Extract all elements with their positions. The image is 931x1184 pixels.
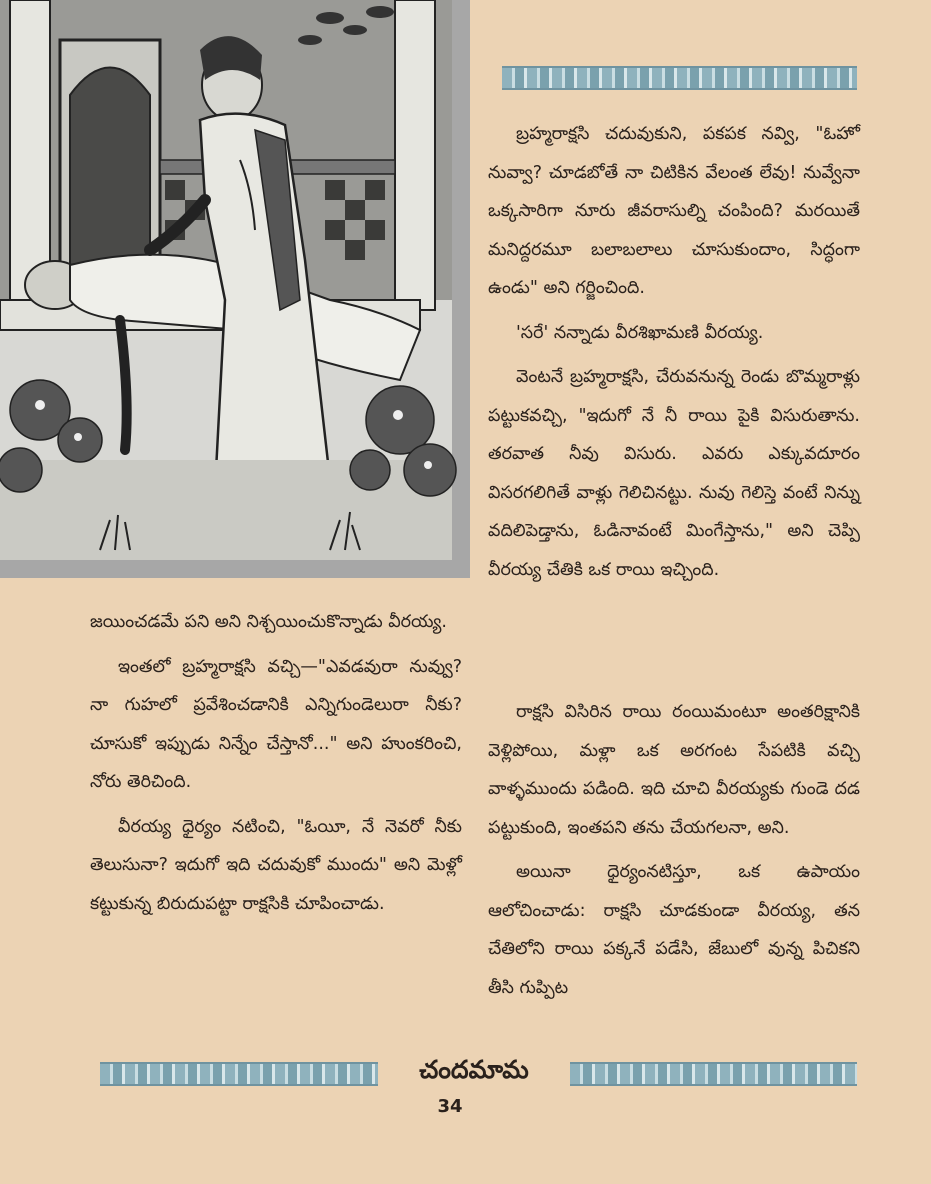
decorative-border-top: [502, 66, 857, 90]
illustration-artwork: [0, 0, 470, 578]
paragraph: రాక్షసి విసిరిన రాయి రంయిమంటూ అంతరిక్షానికి వెళ్లిపోయి, మళ్లా ఒక అరగంట సేపటికి వచ్చి వాళ్ళముందు పడింది. ఇది చూచి వీరయ్యకు గుండె దడ పట్టుకుంది, ఇంతపని తను చేయగలనా, అని.: [488, 702, 860, 838]
paragraph: జయించడమే పని అని నిశ్చయించుకొన్నాడు వీరయ్య.: [90, 612, 447, 632]
paragraph: 'సరే' నన్నాడు వీరశిఖామణి వీరయ్య.: [516, 322, 764, 343]
decorative-border-footer-left: [100, 1062, 378, 1086]
paragraph: బ్రహ్మరాక్షసి చదువుకుని, పకపక నవ్వి, "ఓహో నువ్వా? చూడబోతే నా చిటికిన వేలంత లేవు! నువ్వేనా ఒక్కసారిగా నూరు జీవరాసుల్ని చంపింది? మరయితే మనిద్దరమూ బలాబలాలు చూసుకుందాం, సిద్ధంగా ఉండు" అని గర్జించింది.: [488, 124, 860, 298]
decorative-border-footer-right: [570, 1062, 857, 1086]
magazine-title: చందమామ: [419, 1055, 529, 1084]
paragraph: వీరయ్య ధైర్యం నటించి, "ఓయీ, నే నెవరో నీకు తెలుసునా? ఇదుగో ఇది చదువుకో ముందు" అని మెళ్లో కట్టుకున్న బిరుదుపట్టా రాక్షసికి చూపించాడు.: [90, 816, 462, 914]
paragraph: వెంటనే బ్రహ్మరాక్షసి, చేరువనున్న రెండు బొమ్మరాళ్లు పట్టుకవచ్చి, "ఇదుగో నే నీ రాయి పైకి విసురుతాను. తరవాత నీవు విసురు. ఎవరు ఎక్కువదూరం విసరగలిగితే వాళ్లు గెలిచినట్టు. నువు గెలిస్తె వంటే నిన్ను వదిలిపెడ్తాను, ఓడినావంటే మింగేస్తాను," అని చెప్పి వీరయ్య చేతికి ఒక రాయి ఇచ్చింది.: [488, 367, 860, 580]
page-number: 34: [437, 1096, 463, 1117]
story-illustration: [0, 0, 470, 578]
paragraph: అయినా ధైర్యంనటిస్తూ, ఒక ఉపాయం ఆలోచించాడు: రాక్షసి చూడకుండా వీరయ్య, తన చేతిలోని రాయి పక్కనే పడేసి, జేబులో వున్న పిచికని తీసి గుప్పిట: [488, 862, 860, 998]
paragraph: ఇంతలో బ్రహ్మరాక్షసి వచ్చి—"ఎవడవురా నువ్వు? నా గుహలో ప్రవేశించడానికి ఎన్నిగుండెలురా నీకు? చూసుకో ఇప్పుడు నిన్నేం చేస్తానో..." అని హుంకరించి, నోరు తెరిచింది.: [90, 656, 462, 792]
right-column-lower: [488, 693, 860, 1007]
right-column-upper: [488, 115, 860, 589]
left-column: [90, 603, 462, 923]
